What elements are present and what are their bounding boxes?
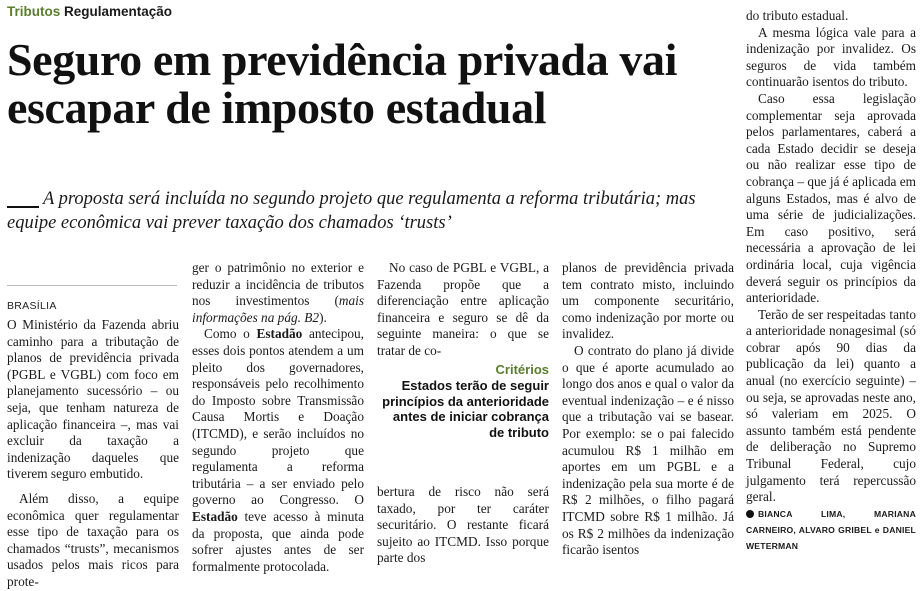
article-column-2 <box>192 260 364 575</box>
author-names: BIANCA LIMA, MARIANA CARNEIRO, ALVARO GRIBEL e DANIEL WETERMAN <box>746 508 916 551</box>
bullet-icon <box>746 510 754 518</box>
article-column-1 <box>7 317 179 591</box>
article-column-3-continued <box>377 484 549 567</box>
paragraph: do tributo estadual. <box>746 8 849 23</box>
paragraph: Como o Estadão antecipou, esses dois pontos atendem a um pleito dos governadores, responsáveis pelo recolhimento do Imposto sobre Transmissão Causa Mortis e Doação (ITCMD), e serão incluídos no segundo projeto que regulamenta a reforma tributária – a ser enviado pelo governo ao Congresso. O Estadão teve acesso à minuta da proposta, que ainda pode sofrer ajustes antes de ser formalmente protocolada. <box>192 326 364 574</box>
subsection-label: Regulamentação <box>64 4 173 19</box>
article-column-4 <box>562 260 734 559</box>
dateline: BRASÍLIA <box>7 300 57 312</box>
paragraph: planos de previdência privada tem contrato misto, incluindo um componente securitário, como indenização por morte ou invalidez. <box>562 260 734 342</box>
paragraph: Caso essa legislação complementar seja aprovada pelos parlamentares, caberá a cada Estado decidir se deseja ou não realizar esse tipo de cobrança – que já é aplicada em alguns Estados, mas é alvo de uma série de judicializações. Em caso positivo, será necessária a aprovação de lei ordinária local, cuja vigência deverá seguir os princípios da anterioridade. <box>746 90 916 306</box>
paragraph: bertura de risco não será taxado, por ter caráter securitário. O restante ficará sujeito ao ITCMD. Isso porque parte dos <box>377 484 549 566</box>
dateline-rule <box>7 285 177 286</box>
highlight-text: Estados terão de seguir princípios da anterioridade antes de iniciar cobrança de tributo <box>382 378 549 440</box>
paragraph: Terão de ser respeitadas tanto a anterioridade nonagesimal (só cobrar após 90 dias da publicação da lei) quanto a anual (no exercício seguinte) – ou seja, se aprovadas neste ano, só valeriam em 2025. O assunto também está pendente de deliberação no Supremo Tribunal Federal, cujo julgamento terá repercussão geral. <box>746 306 916 505</box>
paragraph: Além disso, a equipe econômica quer regulamentar esse tipo de taxação para os chamados “trusts”, mecanismos usados pelos mais ricos para prote- <box>7 490 179 589</box>
paragraph: No caso de PGBL e VGBL, a Fazenda propõe que a diferenciação entre aplicação financeira e seguro se dê da seguinte maneira: o que se tratar de co- <box>377 260 549 358</box>
article-column-3 <box>377 260 549 360</box>
publication-name: Estadão <box>192 508 238 524</box>
article-headline: Seguro em previdência privada vai escapar de imposto estadual <box>7 34 677 133</box>
section-kicker <box>7 4 172 19</box>
highlight-box <box>377 362 549 440</box>
article-column-5 <box>746 8 916 554</box>
page-reference: mais informações na pág. B2 <box>192 293 364 325</box>
highlight-label: Critérios <box>495 362 549 377</box>
paragraph: ger o patrimônio no exterior e reduzir a incidência de tributos nos investimentos (mais informações na pág. B2). <box>192 260 364 325</box>
article-deck: A proposta será incluída no segundo projeto que regulamenta a reforma tributária; mas equipe econômica vai prever taxação dos chamados ‘trusts’ <box>7 189 696 233</box>
publication-name: Estadão <box>256 326 303 342</box>
paragraph: O Ministério da Fazenda abriu caminho para a tributação de planos de previdência privada (PGBL e VGBL) com foco em planejamento sucessório – ou seja, que tenham natureza de aplicação financeira –, mas vai excluir da taxação a indenização daqueles que tiverem seguro embutido. <box>7 317 179 482</box>
paragraph: O contrato do plano já divide o que é aporte acumulado ao longo dos anos e qual o valor da eventual indenização – e é nisso que a tributação vai se basear. Por exemplo: se o pai falecido acumulou R$ 1 milhão em aportes em um PGBL e a indenização pela sua morte é de R$ 2 milhões, o filho pagará ITCMD sobre R$ 1 milhão. Já os R$ 2 milhões da indenização ficarão isentos <box>562 342 734 558</box>
section-label: Tributos <box>7 4 61 19</box>
author-credits <box>746 506 916 554</box>
paragraph: A mesma lógica vale para a indenização por invalidez. Os seguros de vida também continuarão isentos do tributo. <box>746 24 916 90</box>
